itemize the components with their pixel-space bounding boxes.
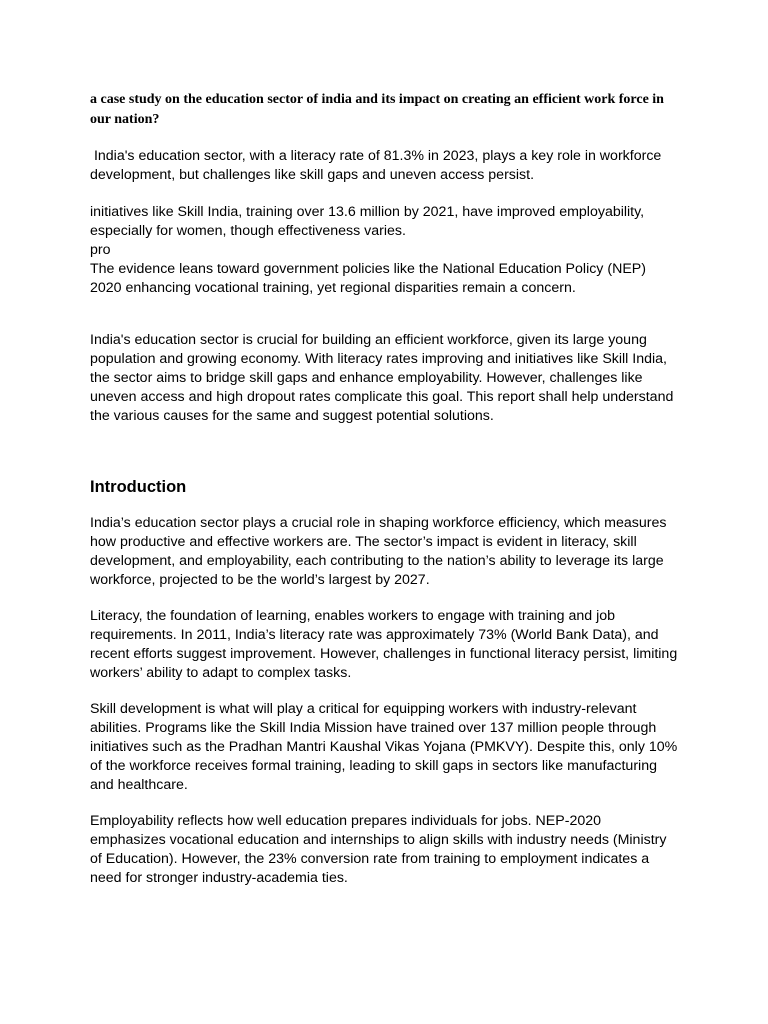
summary-skill-india-paragraph: initiatives like Skill India, training over 13.6 million by 2021, have improved employability, especially for women, though effectiveness varies. (90, 204, 645, 239)
blank-line (90, 298, 680, 331)
document-page (90, 90, 680, 905)
stray-text-pro: pro (90, 242, 111, 258)
summary-nep-paragraph: The evidence leans toward government policies like the National Education Policy (NEP) 2020 enhancing vocational training, yet regional disparities remain a concern. (90, 261, 646, 296)
summary-literacy-paragraph: India's education sector, with a literacy rate of 81.3% in 2023, plays a key role in workforce development, but challenges like skill gaps and uneven access persist. (90, 148, 666, 183)
intro-paragraph-skill-development: Skill development is what will play a critical for equipping workers with industry-relevant abilities. Programs like the Skill India Mission have trained over 137 million people through initiatives such as the Pradhan Mantri Kaushal Vikas Yojana (PMKVY). Despite this, only 10% of the workforce receives formal training, leading to skill gaps in sectors like manufacturing and healthcare. (90, 701, 678, 793)
intro-paragraph-employability: Employability reflects how well education prepares individuals for jobs. NEP-2020 emphasizes vocational education and internships to align skills with industry needs (Ministry of Education). However, the 23% conversion rate from training to employment indicates a need for stronger industry-academia ties. (90, 813, 667, 886)
overview-paragraph: India's education sector is crucial for building an efficient workforce, given its large young population and growing economy. With literacy rates improving and initiatives like Skill India, the sector aims to bridge skill gaps and enhance employability. However, challenges like uneven access and high dropout rates complicate this goal. This report shall help understand the various causes for the same and suggest potential solutions. (90, 332, 674, 424)
intro-paragraph-workforce: India’s education sector plays a crucial role in shaping workforce efficiency, which measures how productive and effective workers are. The sector’s impact is evident in literacy, skill development, and employability, each contributing to the nation’s ability to leverage its large workforce, projected to be the world’s largest by 2027. (90, 515, 667, 588)
document-title: a case study on the education sector of india and its impact on creating an efficient work force in our nation? (90, 92, 664, 127)
intro-paragraph-literacy: Literacy, the foundation of learning, enables workers to engage with training and job requirements. In 2011, India’s literacy rate was approximately 73% (World Bank Data), and recent efforts suggest improvement. However, challenges in functional literacy persist, limiting workers’ ability to adapt to complex tasks. (90, 608, 678, 681)
section-heading-introduction: Introduction (90, 478, 187, 496)
blank-line (90, 426, 680, 477)
